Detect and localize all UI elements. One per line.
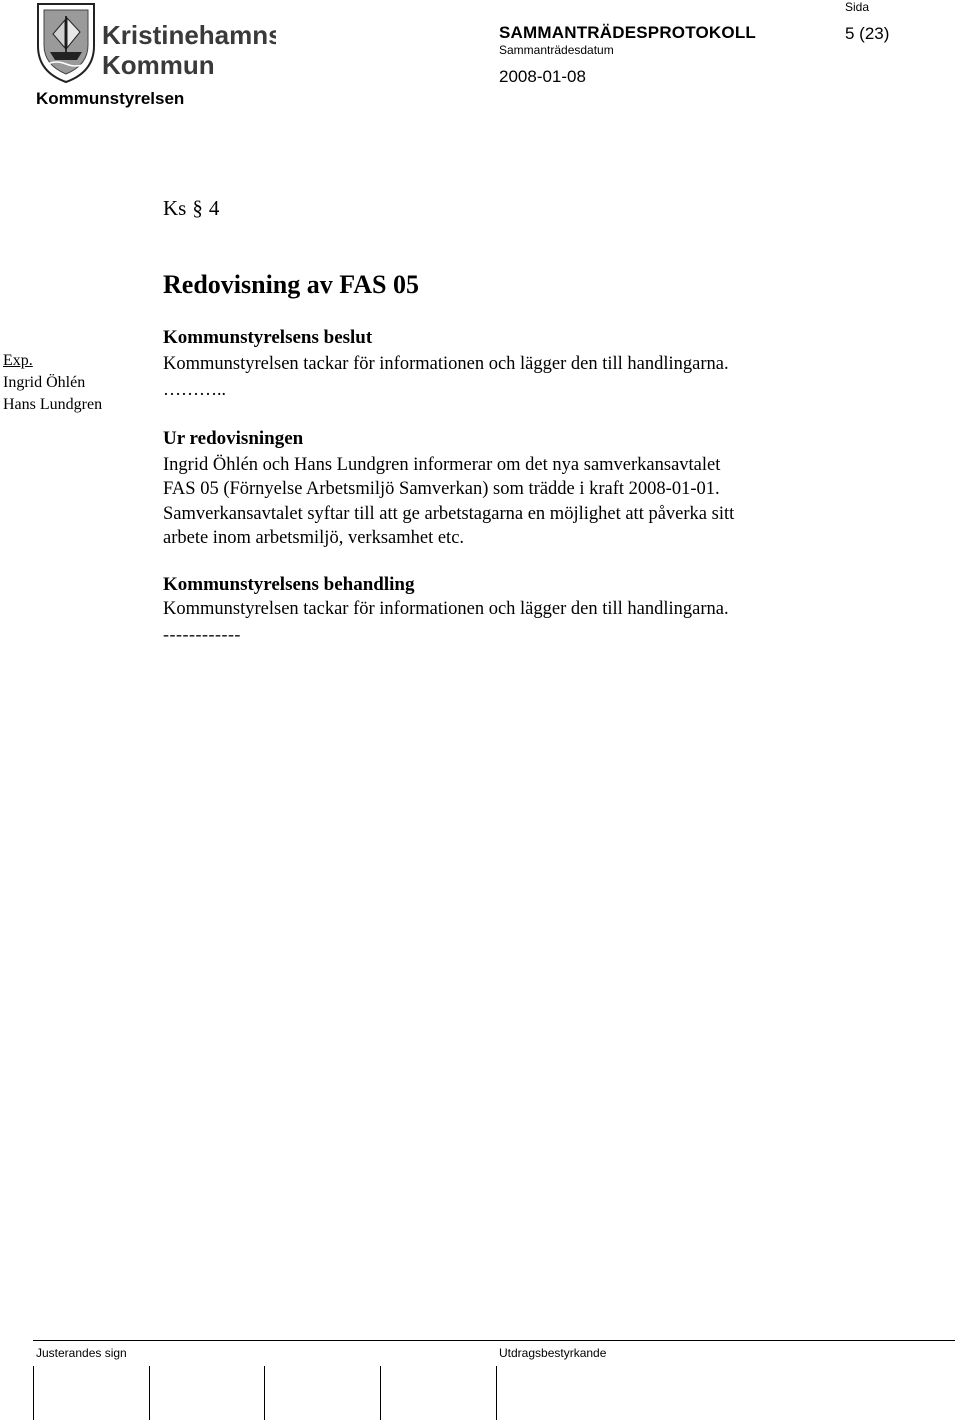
logo-wordmark-line1: Kristinehamns	[102, 20, 276, 50]
report-line: arbete inom arbetsmiljö, verksamhet etc.	[163, 527, 465, 548]
municipality-logo	[36, 2, 276, 84]
page-title: Redovisning av FAS 05	[163, 270, 419, 299]
report-line: Ingrid Öhlén och Hans Lundgren informerar om det nya samverkansavtalet	[163, 455, 721, 475]
signature-box-divider	[149, 1366, 150, 1420]
exp-label: Exp.	[3, 352, 33, 369]
signature-box-divider	[33, 1366, 34, 1420]
extract-certification-label: Utdragsbestyrkande	[499, 1346, 607, 1360]
meeting-date-label: Sammanträdesdatum	[499, 43, 614, 57]
document-type: SAMMANTRÄDESPROTOKOLL	[499, 23, 756, 42]
report-line: Samverkansavtalet syftar till att ge arbetstagarna en möjlighet att påverka sitt	[163, 503, 735, 524]
report-line: FAS 05 (Förnyelse Arbetsmiljö Samverkan) som trädde i kraft 2008-01-01.	[163, 479, 720, 500]
meeting-date: 2008-01-08	[499, 67, 586, 86]
footer-divider	[33, 1340, 955, 1341]
handling-text: Kommunstyrelsen tackar för informationen och lägger den till handlingarna.	[163, 599, 729, 619]
signature-box-divider	[496, 1366, 497, 1420]
signature-box-divider	[264, 1366, 265, 1420]
handling-heading: Kommunstyrelsens behandling	[163, 574, 415, 595]
report-heading: Ur redovisningen	[163, 428, 304, 449]
decision-heading: Kommunstyrelsens beslut	[163, 327, 373, 348]
end-separator: ------------	[163, 624, 241, 644]
report-body	[163, 453, 883, 550]
org-name: Kommunstyrelsen	[36, 89, 185, 108]
page-number: 5 (23)	[845, 24, 890, 43]
logo-wordmark-line2: Kommun	[102, 50, 215, 80]
recipient: Ingrid Öhlén	[3, 374, 86, 391]
page-label: Sida	[845, 0, 870, 14]
coat-of-arms-icon	[36, 2, 276, 84]
decision-dots: ………..	[163, 379, 226, 399]
distribution-list	[3, 350, 102, 416]
paragraph-prefix: Ks	[163, 196, 187, 220]
signature-box-divider	[380, 1366, 381, 1420]
section-symbol: §	[192, 196, 203, 220]
paragraph-number: 4	[208, 196, 220, 220]
signature-label: Justerandes sign	[36, 1346, 127, 1360]
paragraph-reference	[163, 196, 219, 221]
decision-text: Kommunstyrelsen tackar för informationen och lägger den till handlingarna.	[163, 354, 729, 374]
recipient: Hans Lundgren	[3, 396, 103, 413]
